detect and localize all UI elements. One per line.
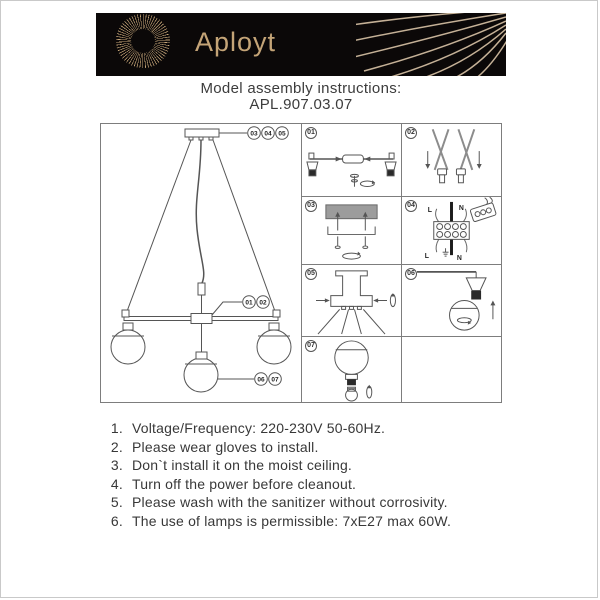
callout-04: 04 — [264, 130, 272, 138]
instruction-item — [101, 512, 531, 531]
step-panel-01 — [301, 124, 401, 196]
chandelier-overview — [101, 124, 301, 402]
chandelier-drawing — [101, 124, 301, 402]
instruction-text: Please wash with the sanitizer without corrosivity. — [132, 494, 448, 511]
assembly-diagram — [100, 123, 502, 403]
canopy-mount-drawing — [302, 265, 401, 336]
step-number-badge: 06 — [405, 268, 417, 280]
instruction-text: Turn off the power before cleanout. — [132, 475, 357, 492]
brand-banner — [96, 13, 506, 76]
instruction-number: 5. — [110, 494, 123, 511]
step-number-badge: 04 — [405, 200, 417, 212]
model-number: APL.907.03.07 — [249, 96, 353, 113]
right-wire — [213, 140, 276, 314]
step-panel-07 — [301, 336, 401, 402]
shade-attachment-drawing — [402, 265, 501, 336]
instruction-number: 1. — [110, 420, 123, 436]
step-panel-02 — [401, 124, 501, 196]
canopy-shape — [185, 129, 219, 137]
instruction-number: 2. — [110, 438, 123, 455]
left-globe — [111, 330, 145, 364]
instruction-item — [101, 456, 531, 475]
instruction-list — [101, 419, 531, 531]
brand-name: Aployt — [195, 27, 277, 57]
step-number-badge: 02 — [405, 127, 417, 139]
instruction-text: Please wear gloves to install. — [132, 438, 319, 455]
instruction-item — [101, 419, 531, 438]
step-number-badge: 03 — [305, 200, 317, 212]
step-panel-06 — [401, 264, 501, 336]
callout-06: 06 — [257, 376, 265, 384]
callout-02: 02 — [259, 299, 267, 307]
arm-assembly-drawing — [302, 124, 401, 196]
step-panel-03 — [301, 196, 401, 264]
instruction-number: 4. — [110, 475, 123, 492]
instruction-text: Don`t install it on the moist ceiling. — [132, 457, 353, 474]
instruction-number: 3. — [110, 457, 123, 474]
suspension-cable-drawing — [402, 124, 501, 196]
step-number-badge: 05 — [305, 268, 317, 280]
power-cable — [196, 140, 203, 283]
instruction-item — [101, 438, 531, 457]
callout-05: 05 — [278, 130, 286, 138]
right-globe — [257, 330, 291, 364]
step-panels — [301, 124, 501, 402]
instruction-item — [101, 493, 531, 512]
center-globe — [184, 358, 218, 392]
callout-07: 07 — [271, 376, 279, 384]
wire-label-l-top: L — [427, 206, 432, 214]
instruction-text: Voltage/Frequency: 220-230V 50-60Hz. — [132, 420, 386, 436]
hub-shape — [191, 314, 212, 324]
instruction-text: The use of lamps is permissible: 7xE27 max 60W. — [132, 512, 452, 529]
callout-03: 03 — [250, 130, 258, 138]
instruction-number: 6. — [110, 512, 123, 529]
header-block — [1, 81, 598, 113]
wire-label-l-bottom: L — [424, 253, 429, 261]
callout-01: 01 — [245, 299, 253, 307]
wire-label-n-top: N — [458, 204, 464, 212]
rays-decoration-icon — [356, 13, 506, 76]
wire-label-n-bottom: N — [456, 255, 462, 263]
step-panel-05 — [301, 264, 401, 336]
instruction-item — [101, 475, 531, 494]
sheet-title: Model assembly instructions: — [200, 80, 402, 97]
step-number-badge: 01 — [305, 127, 317, 139]
empty-panel — [401, 336, 501, 402]
step-panel-04 — [401, 196, 501, 264]
left-wire — [126, 140, 191, 314]
starburst-logo-icon — [116, 14, 170, 68]
step-number-badge: 07 — [305, 340, 317, 352]
